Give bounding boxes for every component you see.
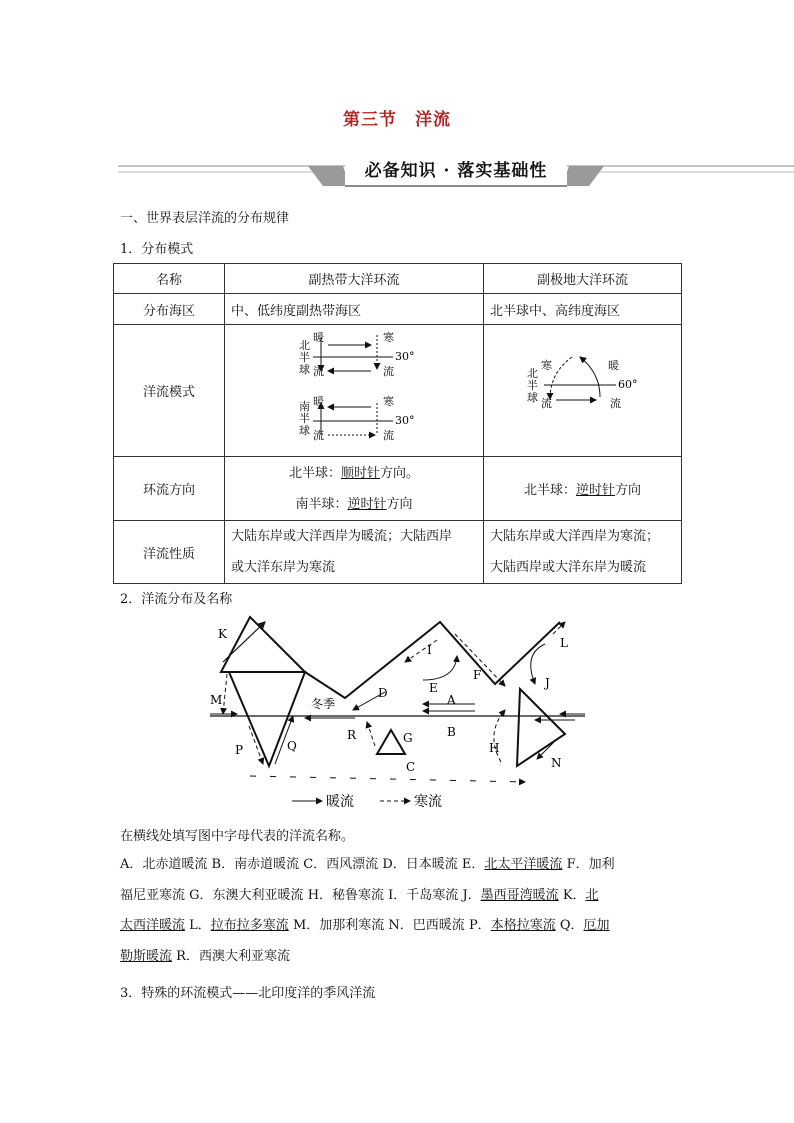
south-direction-prefix: 南半球： [295, 496, 348, 512]
north-flow-right: 流 [383, 365, 394, 378]
south-label-2: 半 [299, 412, 310, 425]
answer-J-prefix: J． [462, 887, 481, 903]
sub-nature-line1: 大陆东岸或大洋西岸为暖流；大陆西岸 [231, 529, 453, 544]
subheading-distribution-names: 2．洋流分布及名称 [120, 592, 233, 607]
south-flow-left: 流 [313, 429, 324, 442]
polar-label-2: 半 [527, 379, 538, 392]
legend-cold-label: 寒流 [414, 794, 442, 810]
section-banner [118, 152, 794, 192]
north-label-2: 半 [299, 351, 310, 364]
north-direction-prefix: 北半球： [288, 465, 341, 481]
polar-warm: 暖 [608, 359, 619, 372]
answer-H: H．秘鲁寒流 [307, 887, 385, 903]
answer-B: B．南赤道暖流 [211, 857, 300, 872]
continent-australia [377, 730, 405, 754]
lat-30-north: 30° [395, 350, 415, 363]
row-label-direction: 环流方向 [114, 457, 225, 521]
map-label-J: J [545, 676, 550, 690]
south-label-3: 球 [299, 424, 310, 437]
cell-subpolar-nature [484, 521, 682, 584]
banner-title: 必备知识 · 落实基础性 [364, 161, 548, 181]
header-subtropical: 副热带大洋环流 [225, 264, 484, 294]
map-label-E: E [429, 681, 438, 695]
map-label-D: D [378, 686, 388, 700]
cell-subtropical-direction [225, 457, 484, 521]
south-warm: 暖 [313, 395, 324, 408]
cell-subpolar-direction [484, 457, 682, 521]
map-label-F: F [473, 668, 482, 682]
subheading-distribution-mode: 1．分布模式 [120, 242, 194, 257]
south-label-1: 南 [299, 400, 310, 413]
answer-E-prefix: E． [461, 857, 485, 872]
continent-north-america-left [221, 617, 305, 672]
page-title: 第三节 洋流 [343, 110, 451, 130]
map-label-C: C [406, 760, 416, 774]
ocean-current-map [205, 614, 590, 789]
polar-label-1: 北 [527, 367, 538, 380]
cell-subtropical-area: 中、低纬度副热带海区 [225, 294, 484, 325]
map-label-B: B [447, 725, 456, 739]
answer-N: N．巴西暖流 [388, 918, 465, 933]
map-label-G: G [403, 731, 413, 745]
map-label-H: H [489, 741, 500, 755]
south-cold: 寒 [383, 395, 394, 408]
map-label-K: K [218, 627, 227, 641]
map-label-L: L [560, 636, 568, 650]
answer-D: D．日本暖流 [382, 857, 458, 872]
answer-I: I．千岛寒流 [388, 887, 459, 903]
south-flow-right: 流 [383, 429, 394, 442]
section-heading-1: 一、世界表层洋流的分布规律 [120, 211, 290, 226]
polar-nature-line2: 大陆西岸或大洋东岸为暖流 [490, 560, 647, 575]
north-label-3: 球 [299, 363, 310, 376]
table-row-nature [114, 521, 682, 584]
polar-cold: 寒 [541, 359, 552, 372]
answer-K-part2: 太西洋暖流 [120, 918, 186, 933]
map-label-Q: Q [287, 739, 297, 753]
answer-line-2 [120, 881, 676, 912]
north-direction-suffix: 方向。 [380, 465, 420, 481]
answer-A: A．北赤道暖流 [120, 857, 208, 872]
cell-subtropical-nature [225, 521, 484, 584]
answer-line-4 [120, 942, 676, 973]
north-cold: 寒 [383, 331, 394, 344]
answer-E: 北太平洋暖流 [484, 857, 563, 872]
table-row-direction [114, 457, 682, 521]
cell-subtropical-diagram [225, 325, 484, 457]
map-label-A: A [447, 693, 456, 707]
map-label-P: P [235, 743, 244, 757]
answer-L-prefix: L． [189, 918, 211, 933]
answer-C: C．西风漂流 [303, 857, 379, 872]
instruction: 在横线处填写图中字母代表的洋流名称。 [120, 829, 355, 844]
polar-direction-prefix: 北半球： [523, 483, 576, 498]
answer-line-3 [120, 911, 676, 942]
subheading-monsoon: 3．特殊的环流模式——北印度洋的季风洋流 [120, 986, 376, 1001]
polar-label-3: 球 [527, 391, 538, 404]
header-subpolar: 副极地大洋环流 [484, 264, 682, 294]
cell-subpolar-area: 北半球中、高纬度海区 [484, 294, 682, 325]
north-direction [231, 458, 477, 489]
map-label-winter: 冬季 [311, 697, 336, 711]
map-label-N: N [551, 756, 562, 770]
answer-line-1 [120, 850, 676, 881]
polar-nature-line1: 大陆东岸或大洋西岸为寒流； [490, 529, 660, 544]
circulation-table [113, 263, 682, 584]
table-row-model [114, 325, 682, 457]
table-header-row [114, 264, 682, 294]
answer-paragraph [120, 850, 676, 972]
answer-P-prefix: P． [468, 918, 491, 933]
south-direction-answer: 逆时针 [347, 496, 387, 512]
header-name: 名称 [114, 264, 225, 294]
polar-flow-left: 流 [541, 397, 552, 410]
map-label-I: I [427, 643, 432, 657]
north-direction-answer: 顺时针 [340, 465, 380, 481]
answer-L: 拉布拉多寒流 [210, 918, 289, 933]
answer-F-part1: F．加利 [566, 857, 615, 872]
polar-direction-answer: 逆时针 [575, 483, 615, 498]
lat-30-south: 30° [395, 414, 415, 427]
answer-F-part2: 福尼亚寒流 [120, 887, 186, 903]
answer-Q-prefix: Q． [559, 918, 584, 933]
answer-G: G．东澳大利亚暖流 [189, 887, 304, 903]
table-row-area [114, 294, 682, 325]
answer-K-prefix: K． [562, 887, 586, 903]
answer-K-part1: 北 [585, 887, 599, 903]
answer-J: 墨西哥湾暖流 [480, 887, 559, 903]
answer-M: M．加那利寒流 [292, 918, 385, 933]
north-warm: 暖 [313, 331, 324, 344]
map-label-R: R [347, 728, 357, 742]
cell-subpolar-diagram [484, 325, 682, 457]
answer-R: R．西澳大利亚寒流 [176, 948, 290, 964]
answer-P: 本格拉寒流 [490, 918, 556, 933]
subtropical-gyre-diagram [225, 325, 484, 452]
polar-direction-suffix: 方向 [615, 483, 642, 498]
answer-Q-part2: 勒斯暖流 [120, 948, 173, 964]
north-label-1: 北 [299, 339, 310, 352]
polar-flow-right: 流 [610, 397, 621, 410]
south-direction-suffix: 方向 [386, 496, 413, 512]
row-label-model: 洋流模式 [114, 325, 225, 457]
south-direction [231, 489, 477, 520]
legend-warm-label: 暖流 [326, 794, 354, 810]
lat-60: 60° [618, 378, 638, 391]
map-legend [290, 790, 550, 812]
answer-Q-part1: 厄加 [583, 918, 610, 933]
sub-nature-line2: 或大洋东岸为寒流 [231, 560, 336, 575]
row-label-area: 分布海区 [114, 294, 225, 325]
north-flow-left: 流 [313, 365, 324, 378]
subpolar-gyre-diagram [484, 325, 682, 452]
map-label-M: M [210, 693, 223, 707]
row-label-nature: 洋流性质 [114, 521, 225, 584]
